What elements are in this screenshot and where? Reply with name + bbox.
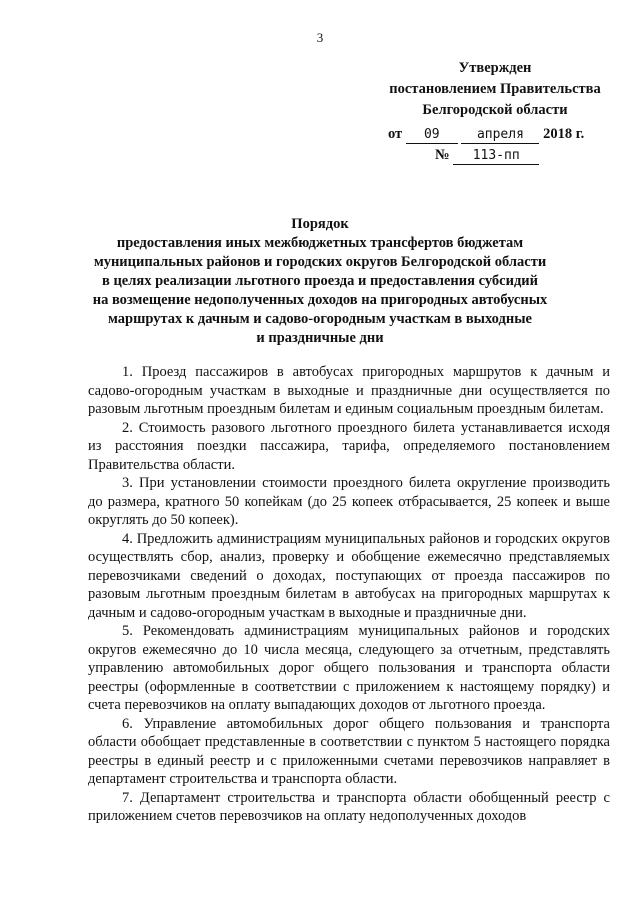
- document-title: [60, 215, 580, 348]
- document-body: [88, 363, 610, 826]
- approval-number: [435, 145, 625, 165]
- approval-date: [388, 124, 628, 144]
- paragraph-2: 2. Стоимость разового льготного проездного билета устанавливается исходя из расстояния поездки пассажира, тарифа, определяемого постановлением Правительства области.: [88, 419, 610, 473]
- paragraph-5: 5. Рекомендовать администрациям муниципальных районов и городских округов ежемесячно до 10 числа месяца, следующего за отчетным, представлять управлению автомобильных дорог общего пользования и транспорта области реестры (оформленные в соответствии с приложением к настоящему порядку) и счета перевозчиков на оплату выпадающих доходов от льготного проезда.: [88, 623, 610, 713]
- paragraph-6: 6. Управление автомобильных дорог общего пользования и транспорта области обобщает представленные в соответствии с пунктом 5 настоящего порядка реестры в единый реестр и с приложенными счетами перевозчиков направляет в департамент строительства и транспорта области.: [88, 715, 610, 787]
- approval-stamp: [370, 58, 620, 121]
- paragraph-4: 4. Предложить администрациям муниципальных районов и городских округов осуществлять сбор, анализ, проверку и обобщение ежемесячно представляемых перевозчиками сведений о доходах, поступающих от проезда пассажиров по разовым льготным проездным билетам в автобусах на пригородных маршрутах к дачным и садово-огородным участкам в выходные и праздничные дни.: [88, 530, 610, 621]
- approval-line-3: Белгородской области: [422, 102, 568, 118]
- date-year: 2018 г.: [543, 126, 585, 142]
- paragraph-7: 7. Департамент строительства и транспорта области обобщенный реестр с приложением счетов перевозчиков на оплату недополученных доходов: [88, 789, 610, 824]
- date-prefix: от: [388, 126, 403, 142]
- paragraph-1: 1. Проезд пассажиров в автобусах пригородных маршрутов к дачным и садово-огородным участкам в выходные и праздничные дни осуществляется по разовым льготным проездным билетам и единым социальным проездным билетам.: [88, 364, 610, 417]
- approval-line-2: постановлением Правительства: [389, 81, 601, 97]
- title-heading: Порядок: [291, 216, 349, 232]
- paragraph-3: 3. При установлении стоимости проездного билета округление производить до размера, кратного 50 копейкам (до 25 копеек отбрасывается, 25 копеек и выше округлять до 50 копеек).: [88, 475, 610, 528]
- date-day: 09: [406, 127, 458, 144]
- approval-line-1: Утвержден: [458, 60, 532, 76]
- number-prefix: №: [435, 147, 450, 163]
- date-month: апреля: [461, 127, 539, 144]
- page-number: 3: [316, 30, 324, 45]
- title-subtitle: предоставления иных межбюджетных трансфертов бюджетам муниципальных районов и городских округов Белгородской области в целях реализации льготного проезда и предоставления субсидий на возмещение недополученных доходов на пригородных автобусных маршрутах к дачным и садово-огородным участкам в выходные и праздничные дни: [92, 235, 548, 346]
- number-value: 113-пп: [453, 148, 539, 165]
